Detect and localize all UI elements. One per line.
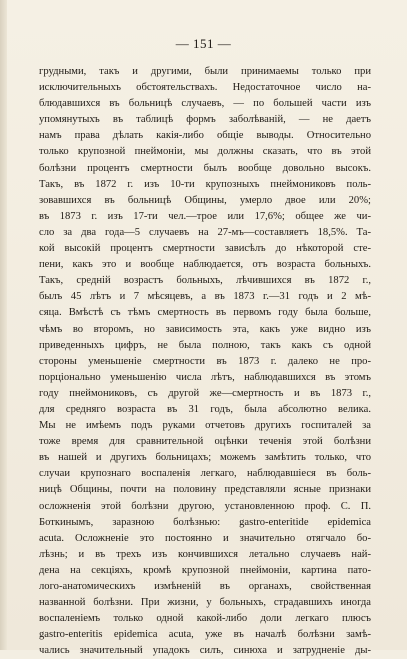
body-text xyxy=(39,64,371,659)
text-line: случаи крупознаго воспаленія легкаго, наблюдавшіеся въ боль- xyxy=(39,468,371,480)
text-line: году пнеймониковъ, съ другой же—смертность и въ 1873 г., xyxy=(39,387,371,399)
text-line: былъ 45 лѣтъ и 7 мѣсяцевъ, а въ 1873 г.—31 годъ и 2 мѣ- xyxy=(39,291,371,303)
text-line: acuta. Осложненіе это постоянно и значительно отягчало бо- xyxy=(39,532,371,544)
text-line: приведенныхъ цифръ, не была полною, такъ какъ съ одной xyxy=(39,339,371,351)
text-line: въ 1873 г. изъ 17-ти чел.—трое или 17,6%; общее же чи- xyxy=(39,210,371,222)
text-line: ницѣ Общины, почти на половину представляли ясные признаки xyxy=(39,484,371,496)
text-line: грудными, такъ и другими, были принимаемы только при xyxy=(39,66,371,77)
text-line: Боткинымъ, заразною болѣзнью: gastro-enteritide epidemica xyxy=(39,516,371,528)
text-line: названной болѣзни. При жизни, у больныхъ, страдавшихъ иногда xyxy=(39,597,371,609)
text-line: тоже время для сравнительной оцѣнки теченія этой болѣзни xyxy=(39,436,371,448)
text-line: зовавшихся въ больницѣ Общины, умерло двое или 20%; xyxy=(39,194,371,206)
page-binding-edge xyxy=(0,0,7,650)
text-line: только крупозной пнеймоніи, мы должны сказать, что въ этой xyxy=(39,146,371,158)
text-line: Мы не имѣемъ подъ руками отчетовъ другихъ госпиталей за xyxy=(39,420,371,432)
text-line: чались значительный упадокъ силъ, синюха и затрудненіе ды- xyxy=(39,645,371,657)
text-line: Такъ, въ 1872 г. изъ 10-ти крупозныхъ пнеймониковъ поль- xyxy=(39,178,371,190)
text-line: gastro-enteritis epidemica acuta, уже въ началѣ болѣзни замѣ- xyxy=(39,629,371,641)
text-line: Такъ, средній возрастъ больныхъ, лѣчившихся въ 1872 г., xyxy=(39,275,371,287)
text-line: сяца. Вмѣстѣ съ тѣмъ смертность въ первомъ году была больше, xyxy=(39,307,371,319)
text-line: стороны уменьшеніе смертности въ 1873 г. далеко не про- xyxy=(39,355,371,367)
text-line: сло за два года—5 случаевъ на 27-мъ—составляетъ 18,5%. Та- xyxy=(39,226,371,238)
text-line: пени, какъ это и вообще наблюдается, отъ возраста больныхъ. xyxy=(39,259,371,271)
text-line: блюдавшихся въ больницѣ случаевъ, — по большей части изъ xyxy=(39,98,371,110)
text-line: для средняго возраста въ 31 годъ, была абсолютно велика. xyxy=(39,403,371,415)
page-number: — 151 — xyxy=(175,36,232,51)
text-line: чѣмъ во второмъ, но зависимость эта, какъ уже видно изъ xyxy=(39,323,371,335)
text-line: осложненія этой болѣзни другою, установленною проф. С. П. xyxy=(39,500,371,512)
text-line: дена на секціяхъ, кромѣ крупозной пнеймоніи, картина пато- xyxy=(39,564,371,576)
text-line: воспаленіемъ только одной какой-либо доли легкаго плюсъ xyxy=(39,613,371,625)
text-line: исключительныхъ обстоятельствахъ. Недостаточное число на- xyxy=(39,82,371,94)
text-line: лѣзнь; и въ трехъ изъ кончившихся летально случаевъ най- xyxy=(39,548,371,560)
text-line: болѣзни процентъ смертности былъ вообще довольно высокъ. xyxy=(39,162,371,174)
text-line: намъ права дѣлать какія-либо общіе выводы. Относительно xyxy=(39,130,371,142)
text-line: порціонально уменьшенію числа лѣтъ, наблюдавшихся въ этомъ xyxy=(39,371,371,383)
text-line: упомянутыхъ въ таблицѣ формъ заболѣваній, — не даетъ xyxy=(39,114,371,126)
text-line: въ нашей и другихъ больницахъ; можемъ замѣтить только, что xyxy=(39,452,371,464)
text-line: лого-анатомическихъ измѣненій въ органахъ, свойственная xyxy=(39,581,371,592)
text-line: кой высокій процентъ смертности зависѣлъ до нѣкоторой сте- xyxy=(39,243,371,255)
